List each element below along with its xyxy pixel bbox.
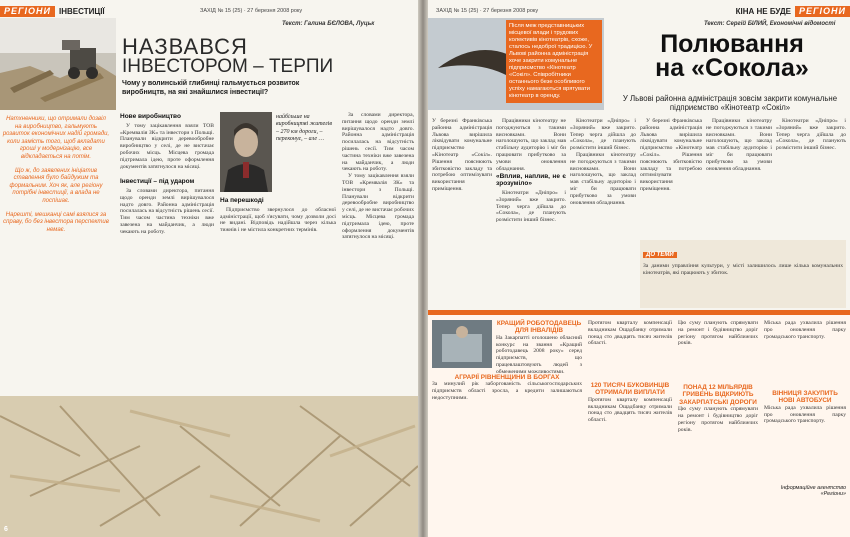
headline-block [122, 36, 342, 97]
news-heading-2: АГРАРІЇ РІВНЕНЩИНИ В БОРГАХ [454, 374, 560, 381]
portrait-photo [220, 112, 272, 192]
column-3b-text: У тому зацікавлення взяли ТОВ «Кремвалія ЗК» та інвестори з Польщі. Планували відкрити деревообробне виробництво у селі, де не вистачає робочих місць. Місцева громада підтримала ідею, проте оформлення документів затягнулося на місяці. [342, 173, 414, 241]
column-2b-text: Кінотеатри «Дніпро» і «Зоряний» вже закрито. Тепер черга дійшла до «Сокола», де планують розмістити інший бізнес. [496, 189, 566, 224]
headline-line2: ІНВЕСТОРОМ – ТЕРПИ [122, 56, 334, 77]
news-signature: Інформаційне агентство «Регіони» [780, 484, 846, 497]
issue-line: ЗАХІД № 15 (25) · 27 березня 2008 року [200, 8, 303, 14]
intro-box [506, 20, 602, 103]
column-1b-text: За словами директора, питання щодо оренди землі вирішувалося надто довго. Районна адміністрація посилалась на відсутність рішень сесії. Тим часом частина техніки вже завезена на майданчик, а люди чекають на роботу. [120, 187, 214, 235]
news-text-2: За минулий рік заборгованість сільськогосподарських підприємств області зросла, а кредити залишаються недоступними. [432, 381, 582, 401]
sidebar-text: За даними управління культури, у місті залишилось лише кілька комунальних кінотеатрів, які працюють у збиток. [643, 263, 843, 276]
lead-column [2, 116, 110, 296]
lead-paragraph: Натхненники, що отримали дозвіл на виробництво, гальмують розвиток економічних надій громади, коли замість того, щоб вкладати гроші у модернізацію, все відкладається на потім. [2, 116, 110, 160]
news-spread [428, 310, 850, 537]
article-column-1 [120, 112, 214, 392]
news-item-2 [432, 374, 582, 481]
left-page [0, 0, 418, 537]
column-5-text: Працівники кінотеатру не погоджуються з такими висновками. Вони наголошують, що заклад мав стабільну аудиторію і міг би працювати прибутково за умови оновлення обладнання. [706, 118, 772, 172]
section-name: КІНА НЕ БУДЕ [735, 7, 791, 16]
column-4-text: У березні Франківська районна адміністрація Львова вирішила ліквідувати комунальне підприємство «Кінотеатр «Сокіл». Рішення пояснюють збитковістю закладу та потребою оптимізувати використання приміщення. [640, 118, 702, 192]
article-column-2 [496, 118, 566, 308]
article-column-3 [342, 112, 414, 402]
news-text-4: Цю суму планують спрямувати на ремонт і будівництво доріг регіону протягом найближчих років. [678, 406, 758, 433]
sidebar-tag: ДО ТЕМИ [643, 252, 677, 258]
sawdust-photo [0, 396, 418, 537]
article-column-5 [706, 118, 772, 238]
byline: Текст: Сергій БІЛИЙ, Економічні відомості [704, 21, 836, 27]
lead-paragraph-2: Що ж, до заявлених ініціатив ставлення було байдужим та формальним. Хоч як, але регіону потрібні інвестиції, а влада не поспішає. [9, 167, 103, 204]
news-item-5 [764, 320, 846, 497]
section-tag: РЕГІОНИ [795, 6, 850, 17]
subhead-new-production: Нове виробництво [120, 113, 181, 120]
page-number-left: 6 [4, 526, 8, 533]
byline: Текст: Галина БЄЛОВА, Луцьк [282, 21, 375, 27]
news-text-3: Протягом кварталу компенсації вкладникам Ощадбанку отримали понад сто двадцять тисяч жителів області. [588, 396, 672, 424]
news-item-3 [588, 320, 672, 487]
lumber-photo [0, 18, 116, 110]
article-column-1 [432, 118, 492, 308]
news-heading-3: 120 ТИСЯЧ БУКОВИНЦІВ ОТРИМАЛИ ВИПЛАТИ [590, 382, 670, 397]
column-1-text: У березні Франківська районна адміністрація Львова вирішила ліквідувати комунальне підприємство «Кінотеатр «Сокіл». Рішення пояснюють збитковістю закладу та потребою оптимізувати використання приміщення. [432, 118, 492, 192]
news-text-3a: Протягом кварталу компенсації вкладникам Ощадбанку отримали понад сто двадцять тисяч жителів області. [588, 320, 672, 347]
news-text-4a: Цю суму планують спрямувати на ремонт і будівництво доріг регіону протягом найближчих років. [678, 320, 758, 347]
news-photo [432, 320, 492, 368]
lead-paragraph-3: Нарешті, мешканці самі взялися за справу, бо без інвестора перспектив немає. [3, 211, 109, 233]
subhead-influence: «Вплив, наплив, не є зрозуміло» [496, 173, 566, 188]
subhead-investments: Інвестиції – під ударом [120, 178, 195, 186]
section-tag: РЕГІОНИ [0, 6, 55, 17]
subtitle: Чому у волинській глибинці гальмується розвиток виробництв, на які знайшлися інвестиції? [122, 80, 300, 96]
article-column-6 [776, 118, 846, 238]
right-running-head [732, 6, 850, 17]
column-2-text: Підприємство звернулося до обласної адміністрації, щоб з'ясувати, чому дозволи досі не видані. Відповідь надійшла через кілька тижнів і не містила конкретних термінів. [220, 206, 336, 234]
news-heading-4: ПОНАД 12 МІЛЬЯРДІВ ГРИВЕНЬ ВІДКРИЮТЬ ЗАКАРПАТСЬКІ ДОРОГИ [679, 384, 757, 406]
column-3b-text: Працівники кінотеатру не погоджуються з такими висновками. Вони наголошують, що заклад мав стабільну аудиторію і міг би працювати прибутково за умови оновлення обладнання. [570, 151, 636, 206]
page-gutter [418, 0, 428, 537]
news-heading-1: КРАЩИЙ РОБОТОДАВЕЦЬ ДЛЯ ІНВАЛІДІВ [496, 320, 582, 335]
headline-block [614, 32, 850, 80]
news-text-1: На Закарпатті оголошено обласний конкурс на звання «Кращий роботодавець 2008 року» серед підприємств, що працевлаштовують людей з обмеженими можливостями. [496, 334, 582, 375]
section-name: ІНВЕСТИЦІЇ [59, 7, 105, 16]
headline-line1: НАЗВАВСЯ [122, 34, 248, 59]
headline-line2: на «Сокола» [655, 54, 809, 82]
subhead-obstacle: На перешкоді [220, 197, 264, 204]
article-column-2 [220, 196, 336, 396]
sidebar-box [640, 240, 846, 308]
column-1-text: У тому зацікавлення взяли ТОВ «Кремвалія ЗК» та інвестори з Польщі. Планували відкрити деревообробне виробництво у селі, де не вистачає робочих місць. Місцева громада підтримала ідею, проте оформлення документів затягнулося на місяці. [120, 122, 214, 170]
news-top-rule [428, 310, 850, 315]
pull-quote: найбільше на виробництві жителів – 270 км дороги, – переконує, – але … [276, 114, 332, 143]
intro-text: Після меж представницьких місцевої влади і трудових колективів кінотеатрів, схоже, сталось недоброї традицією. У Львові районна адміністрація хоче закрити комунальне підприємство «Кінотеатр «Сокіл». Співробітники останнього безе особливого успіху намагаються врятувати кінотеатр в оренду. [509, 23, 593, 99]
news-heading-5: ВІННИЦЯ ЗАКУПИТЬ НОВІ АВТОБУСИ [772, 390, 838, 405]
issue-line: ЗАХІД № 15 (25) · 27 березня 2008 року [436, 8, 539, 14]
headline-line1: Полювання [660, 30, 804, 58]
column-3-text: Кінотеатри «Дніпро» і «Зоряний» вже закрито. Тепер черга дійшла до «Сокола», де планують розмістити інший бізнес. [570, 118, 636, 152]
column-2a-text: Працівники кінотеатру не погоджуються з такими висновками. Вони наголошують, що заклад мав стабільну аудиторію і міг би працювати прибутково за умови оновлення обладнання. [496, 118, 566, 172]
news-item-4 [678, 320, 758, 496]
left-running-head [0, 6, 109, 17]
news-text-5a: Міська рада ухвалила рішення про оновлення парку громадського транспорту. [764, 320, 846, 340]
article-column-3 [570, 118, 636, 308]
column-3-text: За словами директора, питання щодо оренди землі вирішувалося надто довго. Районна адміністрація посилалась на відсутність рішень сесії. Тим часом частина техніки вже завезена на майданчик, а люди чекають на роботу. [342, 112, 414, 173]
subtitle: У Львові районна адміністрація зовсім закрити комунальне підприємство «Кінотеатр «Сокіл» [622, 94, 838, 112]
column-6-text: Кінотеатри «Дніпро» і «Зоряний» вже закрито. Тепер черга дійшла до «Сокола», де планують розмістити інший бізнес. [776, 118, 846, 152]
news-text-5: Міська рада ухвалила рішення про оновлення парку громадського транспорту. [764, 404, 846, 425]
